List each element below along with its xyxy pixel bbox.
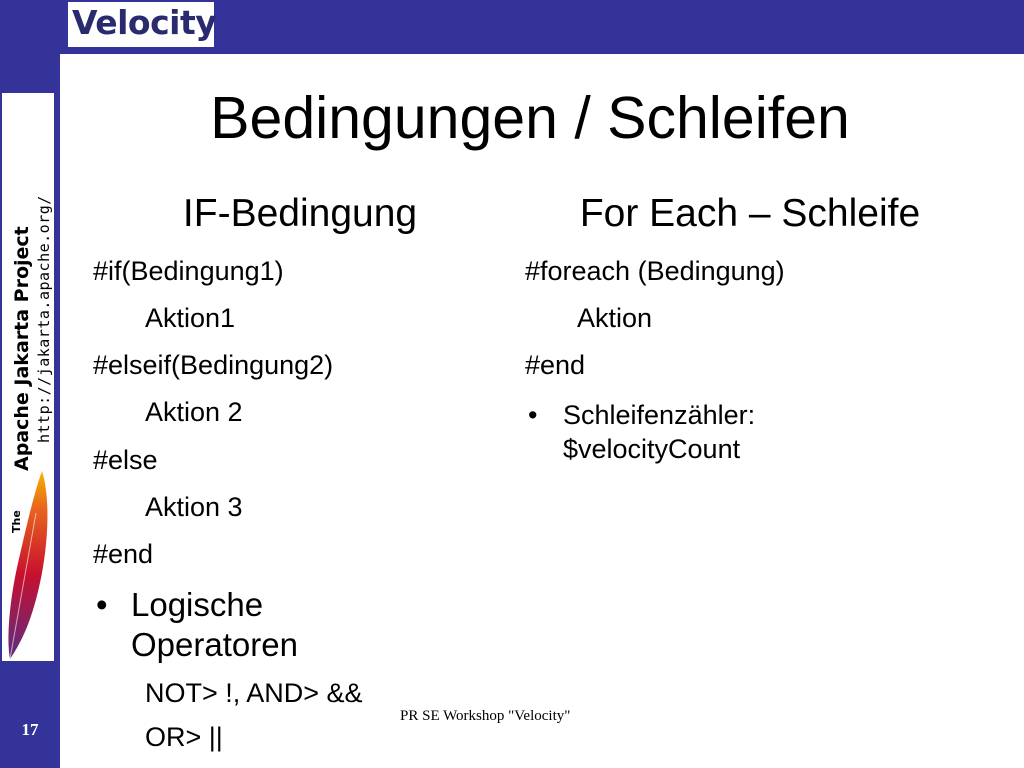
action3-line: Aktion 3 [145,492,243,522]
slide-title: Bedingungen / Schleifen [210,85,850,151]
foreach-end-line: #end [525,350,586,380]
banner-url-text: http://jakarta.apache.org/ [35,195,53,443]
operator-line-2: OR> || [145,722,223,752]
elseif-line: #elseif(Bedingung2) [93,350,334,380]
bullet-text-velocitycount: $velocityCount [563,434,741,464]
bullet-text-operatoren: Operatoren [131,626,298,663]
if-line: #if(Bedingung1) [93,256,284,286]
bullet-marker: • [96,586,108,623]
footer-text: PR SE Workshop "Velocity" [400,708,571,724]
action2-line: Aktion 2 [145,397,243,427]
foreach-line: #foreach (Bedingung) [525,256,785,286]
page-number: 17 [21,720,39,739]
action-line: Aktion [577,303,653,333]
banner-project-text: Apache Jakarta Project [11,226,33,471]
bullet-text-logische: Logische [131,586,264,623]
banner-the-text: The [10,510,23,533]
apache-jakarta-banner [2,93,54,661]
apache-feather-icon [2,93,54,661]
action1-line: Aktion1 [145,303,236,333]
else-line: #else [93,445,158,475]
end-line: #end [93,539,154,569]
left-column-heading: IF-Bedingung [182,192,418,235]
logo-text: Velocity [72,3,217,42]
velocity-logo [68,2,217,47]
bullet-text-schleifenzaehler: Schleifenzähler: [563,400,756,430]
right-bullet-marker: • [528,400,538,430]
right-column-heading: For Each – Schleife [579,192,921,235]
operator-line-1: NOT> !, AND> && [145,678,363,708]
